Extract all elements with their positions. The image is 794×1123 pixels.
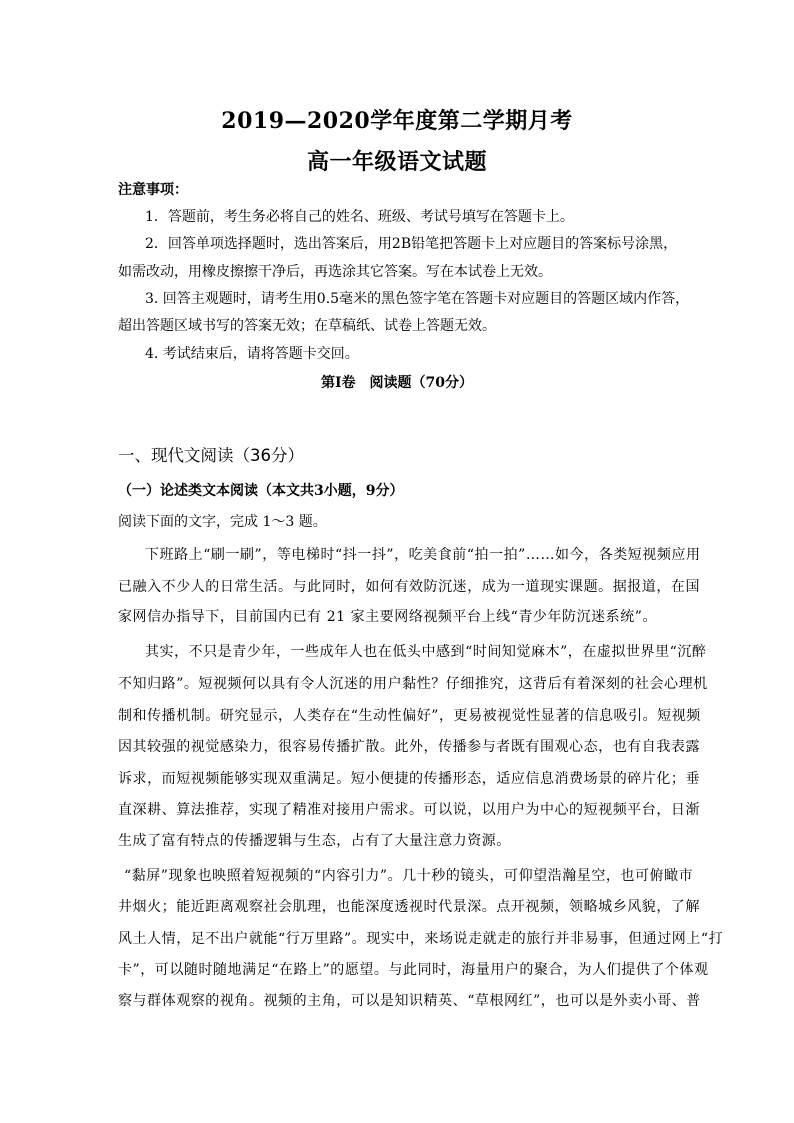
part-heading: 第Ⅰ卷 阅读题（70分）	[320, 375, 474, 391]
note-item: 如需改动，用橡皮擦擦干净后，再选涂其它答案。写在本试卷上无效。	[118, 264, 552, 280]
paragraph-line: 不知归路”。短视频何以具有令人沉迷的用户黏性？仔细推究，这背后有着深刻的社会心理机	[118, 676, 708, 692]
instruction: 阅读下面的文字，完成 1～3 题。	[118, 514, 327, 530]
section-heading: 一、现代文阅读（36分）	[118, 446, 304, 465]
note-item: 4. 考试结束后，请将答题卡交回。	[145, 346, 359, 362]
exam-subtitle: 高一年级语文试题	[306, 149, 487, 175]
paragraph-line: “黏屏”现象也映照着短视频的“内容引力”。几十秒的镜头，可仰望浩瀚星空，也可俯瞰市	[124, 868, 694, 884]
paragraph-line: 风土人情，足不出户就能“行万里路”。现实中，来场说走就走的旅行并非易事，但通过网上“打	[118, 931, 724, 947]
note-item: 3. 回答主观题时，请考生用0.5毫米的黑色签字笔在答题卡对应题目的答题区域内作答，	[145, 291, 690, 307]
paragraph-line: 其实，不只是青少年，一些成年人也在低头中感到“时间知觉麻木”，在虚拟世界里“沉醉	[145, 644, 707, 660]
paragraph-line: 家网信办指导下，目前国内已有 21 家主要网络视频平台上线“青少年防沉迷系统”。	[118, 609, 658, 625]
notes-heading: 注意事项：	[118, 182, 188, 198]
paragraph-line: 井烟火；能近距离观察社会肌理，也能深度透视时代景深。点开视频，领略城乡风貌，了解	[118, 899, 700, 915]
note-item: 2．回答单项选择题时，选出答案后，用2B铅笔把答题卡上对应题目的答案标号涂黑，	[145, 236, 678, 252]
paragraph-line: 卡”，可以随时随地满足“在路上”的愿望。与此同时，海量用户的聚合，为人们提供了个体观	[118, 962, 709, 978]
paragraph-line: 制和传播机制。研究显示，人类存在“生动性偏好”，更易被视觉性显著的信息吸引。短视频	[118, 708, 701, 724]
paragraph-line: 下班路上“刷一刷”，等电梯时“抖一抖”，吃美食前“拍一拍”……如今，各类短视频应用	[145, 547, 701, 563]
paragraph-line: 诉求，而短视频能够实现双重满足。短小便捷的传播形态，适应信息消费场景的碎片化；垂	[118, 771, 700, 787]
paragraph-line: 直深耕、算法推荐，实现了精准对接用户需求。可以说，以用户为中心的短视频平台，日渐	[118, 802, 700, 818]
note-item: 超出答题区域书写的答案无效；在草稿纸、试卷上答题无效。	[118, 318, 496, 334]
subsection-heading: （一）论述类文本阅读（本文共3小题，9分）	[118, 483, 404, 499]
paragraph-line: 因其较强的视觉感染力，很容易传播扩散。此外，传播参与者既有围观心态，也有自我表露	[118, 739, 700, 755]
note-item: 1．答题前，考生务必将自己的姓名、班级、考试号填写在答题卡上。	[145, 209, 574, 225]
paragraph-line: 已融入不少人的日常生活。与此同时，如何有效防沉迷，成为一道现实课题。据报道，在国	[118, 579, 700, 595]
exam-title: 2019—2020学年度第二学期月考	[221, 108, 573, 134]
paragraph-line: 生成了富有特点的传播逻辑与生态，占有了大量注意力资源。	[118, 833, 511, 849]
paragraph-line: 察与群体观察的视角。视频的主角，可以是知识精英、“草根网红”，也可以是外卖小哥、普	[118, 993, 701, 1009]
